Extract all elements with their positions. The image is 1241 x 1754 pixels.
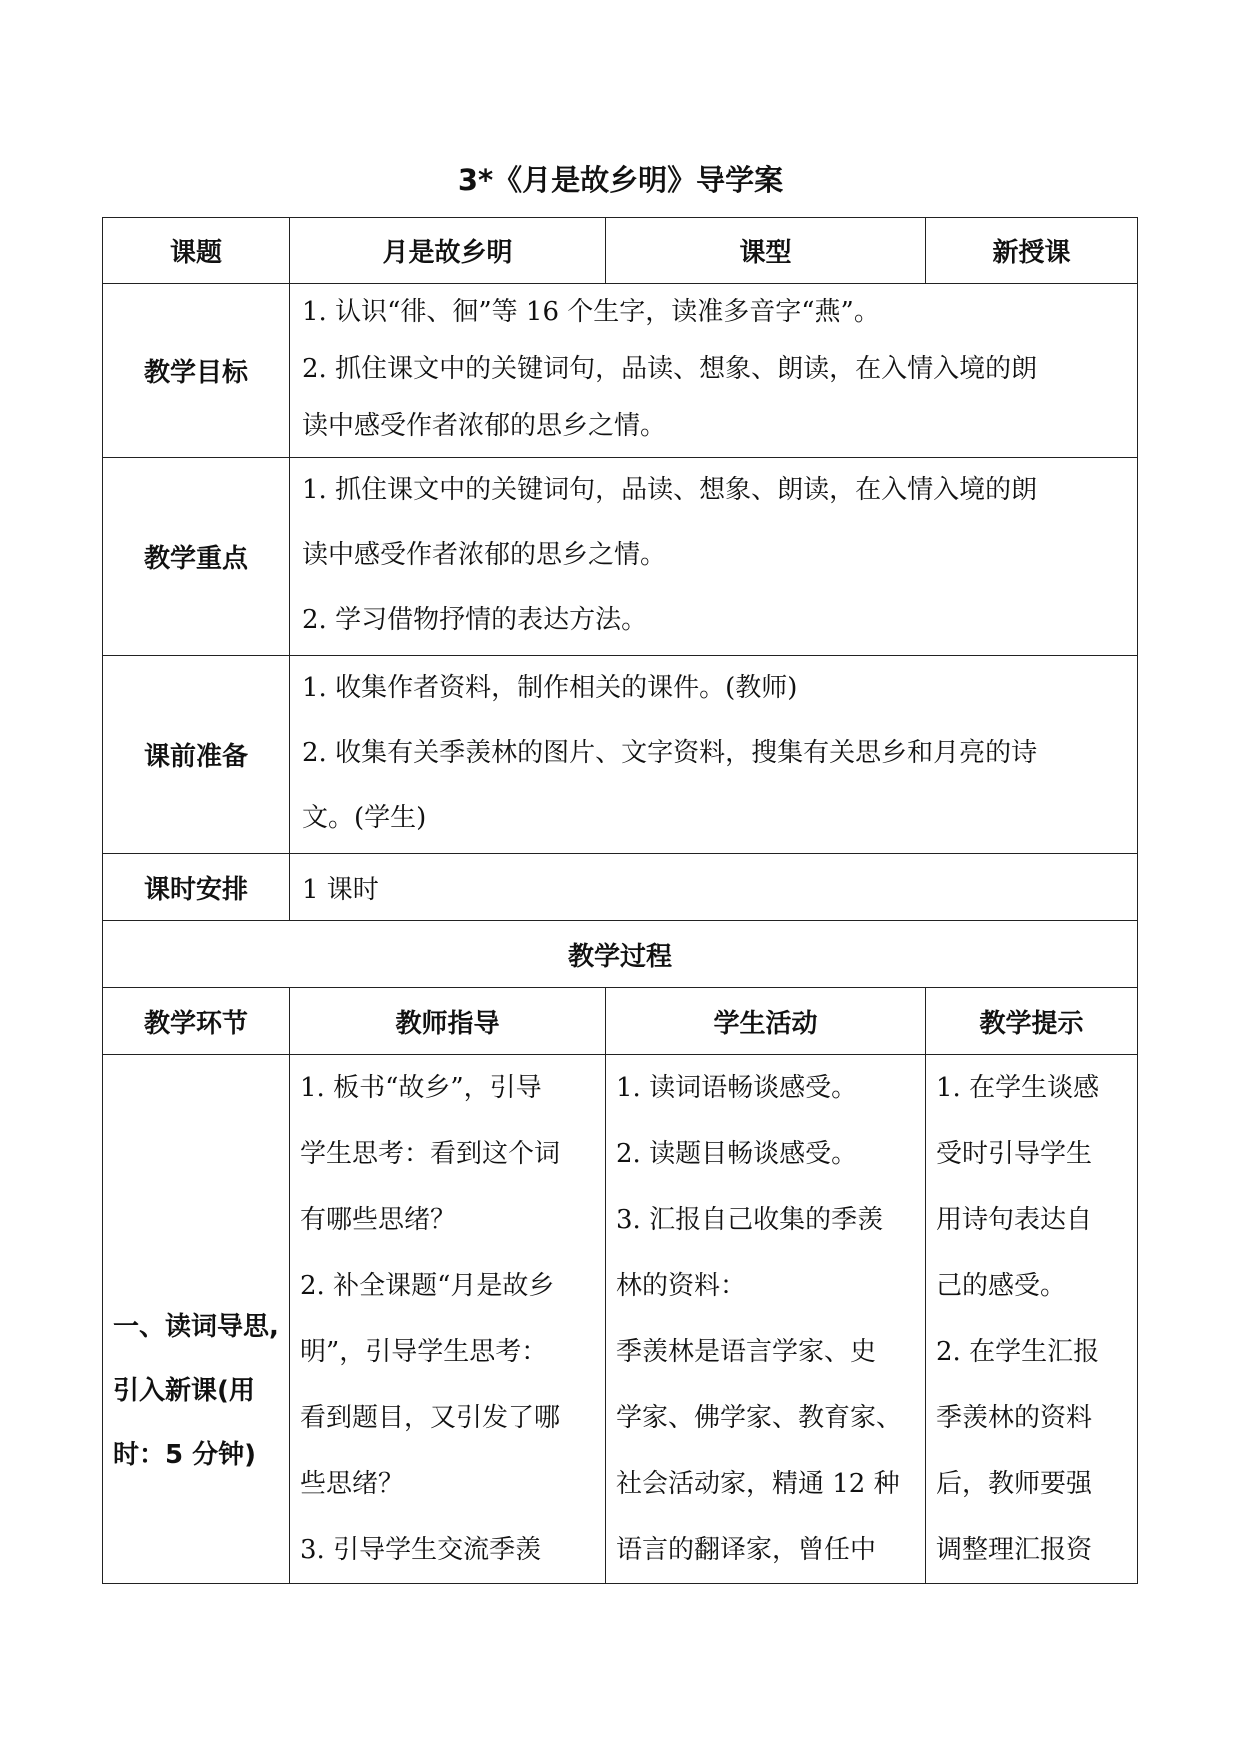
teacher-line: 有哪些思绪？ (300, 1205, 457, 1235)
objectives-line: 读中感受作者浓郁的思乡之情。 (302, 411, 667, 441)
teacher-line: 1. 板书“故乡”，引导 (300, 1073, 542, 1103)
objectives-row (103, 284, 1138, 458)
objectives-line: 2. 抓住课文中的关键词句，品读、想象、朗读，在入情入境的朗 (302, 354, 1038, 384)
student-line: 1. 读词语畅谈感受。 (616, 1073, 858, 1103)
tips-line: 后，教师要强 (936, 1469, 1093, 1499)
key-points-line: 读中感受作者浓郁的思乡之情。 (302, 540, 667, 570)
stage-1-tips (926, 1055, 1138, 1584)
student-line: 2. 读题目畅谈感受。 (616, 1139, 858, 1169)
key-points-line: 1. 抓住课文中的关键词句，品读、想象、朗读，在入情入境的朗 (302, 475, 1038, 505)
preparation-line: 1. 收集作者资料，制作相关的课件。(教师) (302, 673, 798, 703)
process-heading-row (103, 921, 1138, 988)
key-points-row (103, 458, 1138, 656)
tips-line: 季羡林的资料 (936, 1403, 1093, 1433)
label-topic: 课题 (103, 218, 290, 284)
tips-line: 用诗句表达自 (936, 1205, 1093, 1235)
stage-1-teacher (290, 1055, 606, 1584)
key-points-line: 2. 学习借物抒情的表达方法。 (302, 605, 648, 635)
stage-1-label-line: 时：5 分钟) (113, 1440, 257, 1470)
preparation-content (290, 656, 1138, 854)
col-teacher: 教师指导 (290, 988, 606, 1055)
preparation-line: 2. 收集有关季羡林的图片、文字资料，搜集有关思乡和月亮的诗 (302, 738, 1038, 768)
student-line: 季羡林是语言学家、史 (616, 1337, 877, 1367)
process-columns-row (103, 988, 1138, 1055)
teacher-line: 2. 补全课题“月是故乡 (300, 1271, 555, 1301)
objectives-line: 1. 认识“徘、徊”等 16 个生字，读准多音字“燕”。 (302, 297, 880, 327)
objectives-content (290, 284, 1138, 458)
preparation-line: 文。(学生) (302, 803, 427, 833)
label-key-points: 教学重点 (103, 458, 290, 656)
topic-value: 月是故乡明 (290, 218, 606, 284)
student-line: 社会活动家，精通 12 种 (616, 1469, 900, 1499)
col-stage: 教学环节 (103, 988, 290, 1055)
lesson-type-value: 新授课 (926, 218, 1138, 284)
tips-line: 调整理汇报资 (936, 1535, 1093, 1565)
preparation-row (103, 656, 1138, 854)
teacher-line: 学生思考：看到这个词 (300, 1139, 561, 1169)
schedule-content (290, 854, 1138, 921)
schedule-value: 1 课时 (302, 874, 379, 905)
tips-line: 2. 在学生汇报 (936, 1337, 1100, 1367)
lesson-plan-table (102, 217, 1138, 1584)
tips-line: 受时引导学生 (936, 1139, 1093, 1169)
student-line: 3. 汇报自己收集的季羡 (616, 1205, 884, 1235)
teacher-line: 明”，引导学生思考： (300, 1337, 548, 1367)
label-lesson-type: 课型 (606, 218, 926, 284)
tips-line: 1. 在学生谈感 (936, 1073, 1100, 1103)
key-points-content (290, 458, 1138, 656)
header-row (103, 218, 1138, 284)
label-schedule: 课时安排 (103, 854, 290, 921)
label-preparation: 课前准备 (103, 656, 290, 854)
teacher-line: 3. 引导学生交流季羡 (300, 1535, 542, 1565)
stage-1-student (606, 1055, 926, 1584)
student-line: 语言的翻译家，曾任中 (616, 1535, 877, 1565)
col-student: 学生活动 (606, 988, 926, 1055)
process-heading: 教学过程 (103, 921, 1138, 988)
teacher-line: 看到题目，又引发了哪 (300, 1403, 561, 1433)
document-title: 3*《月是故乡明》导学案 (457, 163, 784, 197)
label-objectives: 教学目标 (103, 284, 290, 458)
tips-line: 己的感受。 (936, 1271, 1067, 1301)
student-line: 学家、佛学家、教育家、 (616, 1403, 903, 1433)
teacher-line: 些思绪？ (300, 1469, 405, 1499)
stage-1-label-line: 引入新课(用 (113, 1376, 255, 1406)
col-tips: 教学提示 (926, 988, 1138, 1055)
schedule-row (103, 854, 1138, 921)
student-line: 林的资料： (616, 1271, 747, 1301)
stage-1-row (103, 1055, 1138, 1584)
stage-1-label (103, 1055, 290, 1584)
stage-1-label-line: 一、读词导思, (113, 1312, 279, 1342)
